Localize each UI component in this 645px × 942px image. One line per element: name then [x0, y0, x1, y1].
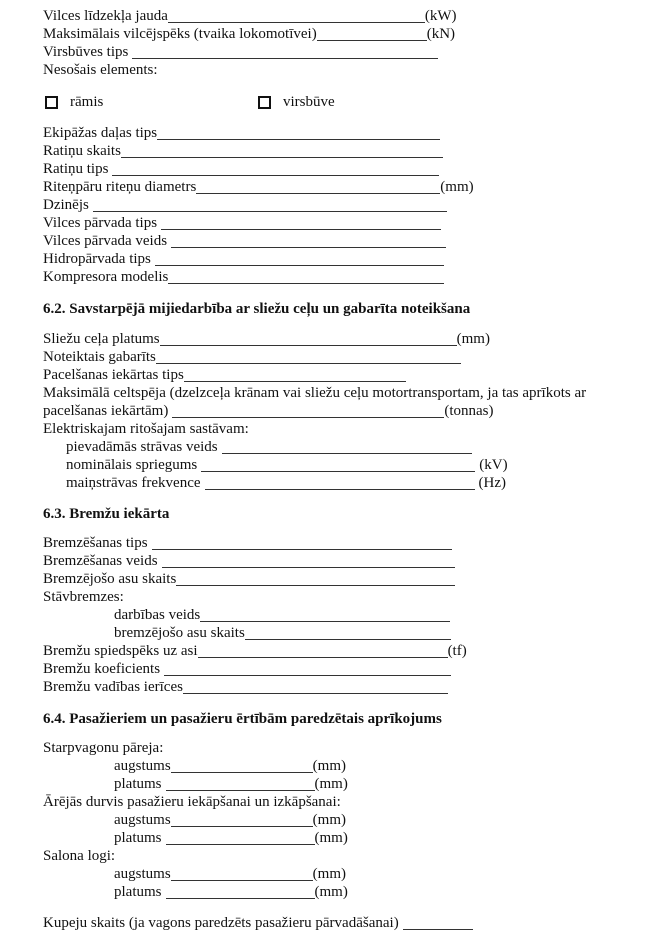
- bogie-count-input[interactable]: [121, 143, 443, 158]
- max-lift-capacity-label: Maksimālā celtspēja (dzelzceļa krānam vai sliežu ceļu motortransportam, ja tas aprīkots ar: [43, 385, 587, 401]
- max-tractive-effort-input[interactable]: [317, 26, 427, 41]
- parking-brakes-label: [43, 588, 124, 606]
- carrier-label-text: Nesošais elements:: [43, 62, 158, 78]
- field-max-lift-capacity: [43, 402, 494, 420]
- field-track-gauge: [43, 330, 490, 348]
- field-braked-axles-count: [43, 570, 455, 588]
- field-compressor-model: [43, 268, 444, 286]
- field-windows-width: [114, 883, 348, 901]
- unit-label: (mm): [440, 179, 474, 195]
- field-label: augstums: [114, 758, 171, 774]
- group-windows-label: [43, 847, 115, 865]
- field-label: darbības veids: [114, 607, 201, 623]
- gangway-height-input[interactable]: [171, 758, 313, 773]
- field-label: Kompresora modelis: [43, 269, 169, 285]
- field-label: nominālais spriegums: [66, 457, 198, 473]
- field-label: Ratiņu skaits: [43, 143, 121, 159]
- field-label: Kupeju skaits (ja vagons paredzēts pasažieru pārvadāšanai): [43, 915, 399, 931]
- field-label: Noteiktais gabarīts: [43, 349, 156, 365]
- engine-input[interactable]: [93, 197, 447, 212]
- electric-rolling-stock-label: [43, 420, 249, 438]
- field-gangway-height: [114, 757, 346, 775]
- group-label-text: Salona logi:: [43, 848, 116, 864]
- unit-label: (mm): [312, 866, 346, 882]
- body-type-input[interactable]: [132, 44, 438, 59]
- lifting-device-type-input[interactable]: [184, 367, 406, 382]
- unit-label: (kN): [426, 26, 456, 42]
- parking-operation-kind-input[interactable]: [200, 607, 450, 622]
- unit-label: (mm): [314, 830, 348, 846]
- traction-transmission-kind-input[interactable]: [171, 233, 446, 248]
- field-doors-width: [114, 829, 348, 847]
- windows-height-input[interactable]: [171, 866, 313, 881]
- field-doors-height: [114, 811, 346, 829]
- compartments-count-input[interactable]: [403, 915, 473, 930]
- parking-braked-axles-input[interactable]: [245, 625, 451, 640]
- section-heading-6-3: 6.3. Bremžu iekārta: [43, 506, 170, 522]
- field-brake-coefficient: [43, 660, 451, 678]
- option-frame[interactable]: [45, 92, 103, 112]
- field-label: maiņstrāvas frekvence: [66, 475, 201, 491]
- field-wheel-diameter: [43, 178, 474, 196]
- field-label: Sliežu ceļa platums: [43, 331, 160, 347]
- track-gauge-input[interactable]: [160, 331, 457, 346]
- field-label: pievadāmās strāvas veids: [66, 439, 218, 455]
- field-body-type: [43, 43, 438, 61]
- current-type-input[interactable]: [222, 439, 472, 454]
- field-label: platums: [114, 884, 162, 900]
- max-lift-capacity-input[interactable]: [172, 403, 444, 418]
- unit-label: (mm): [314, 884, 348, 900]
- carrier-element-label: [43, 61, 158, 79]
- brake-force-per-axle-input[interactable]: [198, 643, 448, 658]
- braking-kind-input[interactable]: [162, 553, 455, 568]
- field-engine: [43, 196, 447, 214]
- field-label: platums: [114, 830, 162, 846]
- unit-label: (Hz): [478, 475, 507, 491]
- field-hydro-transmission-type: [43, 250, 444, 268]
- field-label: Ekipāžas daļas tips: [43, 125, 158, 141]
- ac-frequency-input[interactable]: [205, 475, 475, 490]
- field-label: Bremzēšanas veids: [43, 553, 158, 569]
- rated-voltage-input[interactable]: [201, 457, 475, 472]
- field-label: Virsbūves tips: [43, 44, 129, 60]
- field-loading-gauge: [43, 348, 461, 366]
- field-label: augstums: [114, 866, 171, 882]
- doors-height-input[interactable]: [171, 812, 313, 827]
- unit-label: (mm): [456, 331, 490, 347]
- option-label: virsbūve: [283, 94, 335, 110]
- field-braking-kind: [43, 552, 455, 570]
- braked-axles-count-input[interactable]: [176, 571, 455, 586]
- brake-coefficient-input[interactable]: [164, 661, 451, 676]
- field-label: Vilces līdzekļa jauda: [43, 8, 168, 24]
- field-parking-operation-kind: [114, 606, 450, 624]
- windows-width-input[interactable]: [166, 884, 315, 899]
- hydro-transmission-type-input[interactable]: [155, 251, 444, 266]
- field-label: Vilces pārvada veids: [43, 233, 168, 249]
- field-label: Bremžu koeficients: [43, 661, 161, 677]
- field-windows-height: [114, 865, 346, 883]
- traction-transmission-type-input[interactable]: [161, 215, 441, 230]
- field-label: bremzējošo asu skaits: [114, 625, 245, 641]
- field-traction-transmission-kind: [43, 232, 446, 250]
- field-label: Ratiņu tips: [43, 161, 109, 177]
- field-label: Vilces pārvada tips: [43, 215, 158, 231]
- field-traction-transmission-type: [43, 214, 441, 232]
- section-heading-6-4: 6.4. Pasažieriem un pasažieru ērtībām paredzētais aprīkojums: [43, 711, 442, 727]
- group-gangway-label: [43, 739, 163, 757]
- field-label: Hidropārvada tips: [43, 251, 151, 267]
- field-label: Dzinējs: [43, 197, 89, 213]
- field-ac-frequency: [66, 474, 506, 492]
- field-bogie-count: [43, 142, 443, 160]
- electric-label-text: Elektriskajam ritošajam sastāvam:: [43, 421, 249, 437]
- field-label: Bremzējošo asu skaits: [43, 571, 177, 587]
- group-label-text: Ārējās durvis pasažieru iekāpšanai un izkāpšanai:: [43, 794, 341, 810]
- wheel-diameter-input[interactable]: [196, 179, 440, 194]
- group-label-text: Starpvagonu pāreja:: [43, 740, 164, 756]
- field-label: augstums: [114, 812, 171, 828]
- field-brake-control-devices: [43, 678, 448, 696]
- field-gangway-width: [114, 775, 348, 793]
- field-compartments-count: [43, 914, 473, 932]
- field-label: Riteņpāru riteņu diametrs: [43, 179, 197, 195]
- unit-label: (tf): [447, 643, 467, 659]
- brake-control-devices-input[interactable]: [183, 679, 448, 694]
- field-lifting-device-type: [43, 366, 406, 384]
- loading-gauge-input[interactable]: [156, 349, 461, 364]
- field-label: Bremžu vadības ierīces: [43, 679, 183, 695]
- field-current-type: [66, 438, 472, 456]
- field-label: pacelšanas iekārtām): [43, 403, 169, 419]
- field-running-gear-type: [43, 124, 440, 142]
- option-label: rāmis: [70, 94, 104, 110]
- checkbox-body[interactable]: [258, 96, 271, 109]
- section-heading-6-2: 6.2. Savstarpējā mijiedarbība ar sliežu ceļu un gabarīta noteikšana: [43, 301, 471, 317]
- field-traction-power: [43, 7, 457, 25]
- field-label: Bremžu spiedspēks uz asi: [43, 643, 198, 659]
- group-exterior-doors-label: [43, 793, 341, 811]
- field-label: platums: [114, 776, 162, 792]
- checkbox-frame[interactable]: [45, 96, 58, 109]
- braking-type-input[interactable]: [152, 535, 452, 550]
- field-braking-type: [43, 534, 452, 552]
- unit-label: (mm): [314, 776, 348, 792]
- field-parking-braked-axles: [114, 624, 451, 642]
- field-label: Maksimālais vilcējspēks (tvaika lokomotīvei): [43, 26, 317, 42]
- gangway-width-input[interactable]: [166, 776, 315, 791]
- unit-label: (mm): [312, 758, 346, 774]
- parking-label-text: Stāvbremzes:: [43, 589, 124, 605]
- option-body[interactable]: [258, 92, 335, 112]
- field-bogie-type: [43, 160, 439, 178]
- unit-label: (kV): [479, 457, 508, 473]
- compressor-model-input[interactable]: [168, 269, 444, 284]
- field-label: Pacelšanas iekārtas tips: [43, 367, 184, 383]
- traction-power-input[interactable]: [168, 8, 425, 23]
- running-gear-type-input[interactable]: [157, 125, 440, 140]
- field-brake-force-per-axle: [43, 642, 467, 660]
- field-rated-voltage: [66, 456, 508, 474]
- bogie-type-input[interactable]: [112, 161, 439, 176]
- unit-label: (tonnas): [444, 403, 494, 419]
- field-max-tractive-effort: [43, 25, 455, 43]
- unit-label: (mm): [312, 812, 346, 828]
- field-label: Bremzēšanas tips: [43, 535, 148, 551]
- unit-label: (kW): [424, 8, 457, 24]
- doors-width-input[interactable]: [166, 830, 315, 845]
